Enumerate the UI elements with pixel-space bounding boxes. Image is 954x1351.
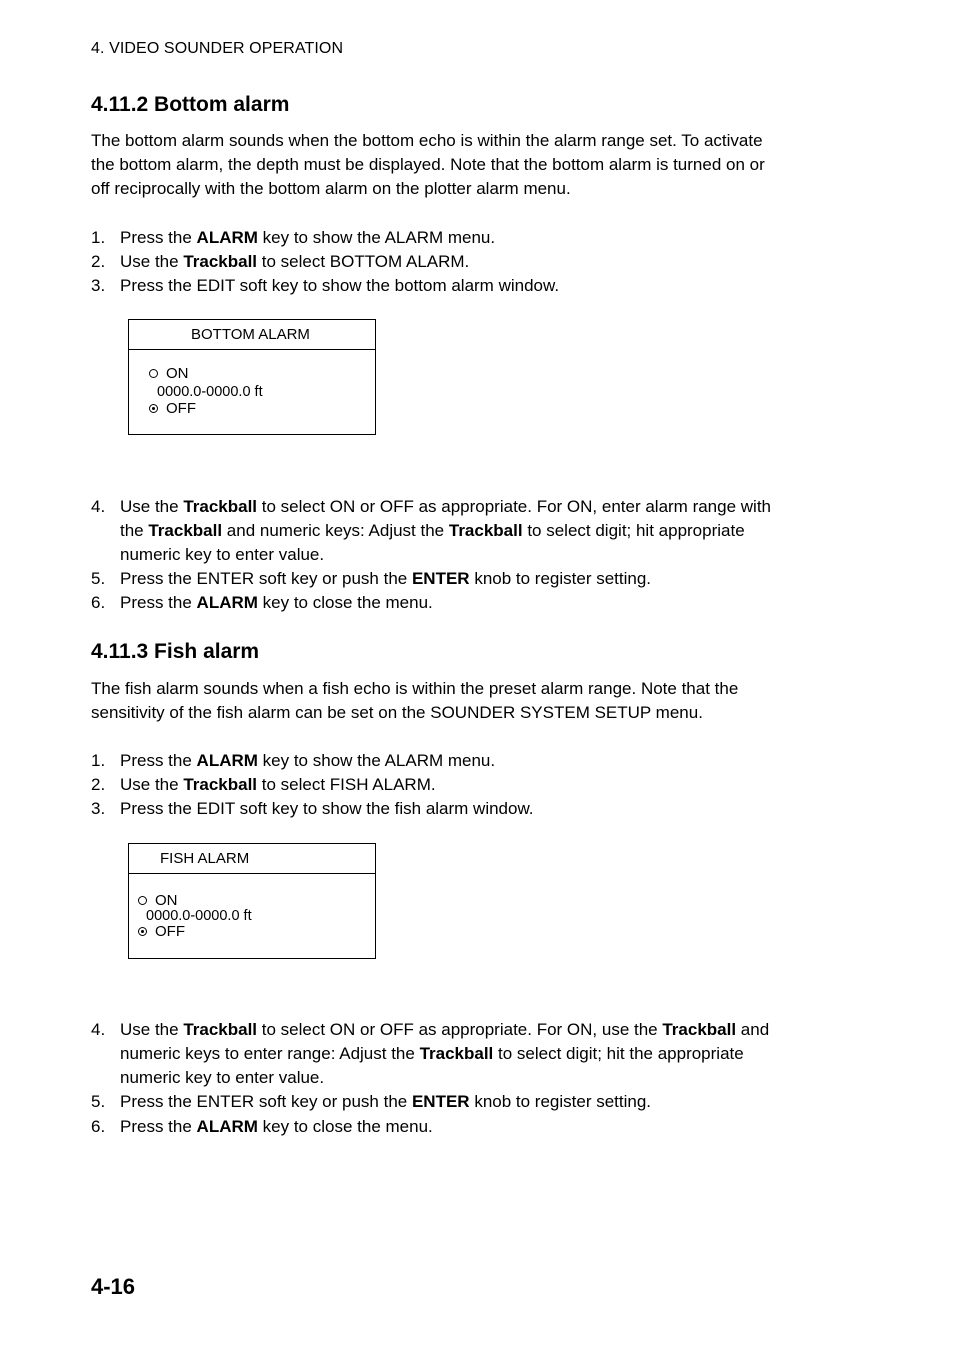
option-off[interactable]: OFF <box>138 923 185 940</box>
alarm-range-value[interactable]: 0000.0-0000.0 ft <box>157 384 263 400</box>
running-header: 4. VIDEO SOUNDER OPERATION <box>91 40 344 57</box>
intro-line: The bottom alarm sounds when the bottom echo is within the alarm range set. To activate <box>91 131 763 150</box>
bottom-step-6 <box>91 591 836 615</box>
key-name: Trackball <box>183 775 258 794</box>
step-number: 3. <box>91 276 106 295</box>
step-number: 2. <box>91 252 106 271</box>
step-text: Use the Trackball to select ON or OFF as appropriate. For ON, use the Trackball and numeric keys to enter range: Adjust the Trackball to select digit; hit the appropriate numeric key to enter value. <box>120 1020 770 1087</box>
fish-step-3 <box>91 797 836 821</box>
step-text: Press the ALARM key to show the ALARM menu. <box>120 228 496 247</box>
step-text: Use the Trackball to select FISH ALARM. <box>120 775 436 794</box>
fish-step-6 <box>91 1115 836 1139</box>
key-name: Trackball <box>183 1020 258 1039</box>
key-name: Trackball <box>662 1020 737 1039</box>
bottom-step-4 <box>91 495 836 567</box>
bottom-alarm-window <box>128 319 376 435</box>
key-name: Trackball <box>448 521 523 540</box>
key-name: Trackball <box>419 1044 494 1063</box>
key-name: ALARM <box>196 751 258 770</box>
step-number: 5. <box>91 569 106 588</box>
key-name: ALARM <box>196 1117 258 1136</box>
step-text: Press the ENTER soft key or push the ENTER knob to register setting. <box>120 569 652 588</box>
step-text: Press the EDIT soft key to show the fish alarm window. <box>120 799 534 818</box>
bottom-step-1 <box>91 226 836 250</box>
window-title: FISH ALARM <box>129 844 375 874</box>
step-number: 6. <box>91 1117 106 1136</box>
step-number: 4. <box>91 1020 106 1039</box>
step-text: Press the ALARM key to close the menu. <box>120 1117 433 1136</box>
step-text: Press the ALARM key to show the ALARM menu. <box>120 751 496 770</box>
section-heading-bottom-alarm: 4.11.2 Bottom alarm <box>91 93 290 116</box>
intro-line: The fish alarm sounds when a fish echo is within the preset alarm range. Note that the <box>91 679 739 698</box>
step-number: 4. <box>91 497 106 516</box>
key-name: Trackball <box>148 521 223 540</box>
option-on[interactable]: ON <box>138 892 178 909</box>
fish-step-5 <box>91 1090 836 1114</box>
intro-line: off reciprocally with the bottom alarm on the plotter alarm menu. <box>91 179 571 198</box>
step-number: 1. <box>91 228 106 247</box>
bottom-step-5 <box>91 567 836 591</box>
option-off[interactable]: OFF <box>149 400 196 417</box>
fish-step-4 <box>91 1018 836 1090</box>
fish-step-2 <box>91 773 836 797</box>
alarm-range-value[interactable]: 0000.0-0000.0 ft <box>146 908 252 924</box>
step-number: 5. <box>91 1092 106 1111</box>
bottom-alarm-intro <box>91 129 836 201</box>
option-on[interactable]: ON <box>149 365 189 382</box>
step-text: Press the EDIT soft key to show the bottom alarm window. <box>120 276 560 295</box>
step-text: Press the ENTER soft key or push the ENTER knob to register setting. <box>120 1092 652 1111</box>
step-text: Use the Trackball to select ON or OFF as appropriate. For ON, enter alarm range with the Trackball and numeric keys: Adjust the Trackball to select digit; hit appropriate numeric key to enter value. <box>120 497 771 564</box>
radio-unselected-icon <box>149 369 158 378</box>
step-number: 1. <box>91 751 106 770</box>
step-number: 2. <box>91 775 106 794</box>
bottom-step-3 <box>91 274 836 298</box>
intro-line: the bottom alarm, the depth must be displayed. Note that the bottom alarm is turned on or <box>91 155 765 174</box>
radio-selected-icon <box>149 404 158 413</box>
step-number: 6. <box>91 593 106 612</box>
key-name: ENTER <box>411 569 470 588</box>
page-number: 4-16 <box>91 1274 136 1299</box>
intro-line: sensitivity of the fish alarm can be set on the SOUNDER SYSTEM SETUP menu. <box>91 703 703 722</box>
radio-unselected-icon <box>138 896 147 905</box>
bottom-step-2 <box>91 250 836 274</box>
window-title: BOTTOM ALARM <box>129 320 375 350</box>
key-name: ALARM <box>196 228 258 247</box>
fish-alarm-window <box>128 843 376 959</box>
fish-alarm-intro <box>91 677 836 725</box>
key-name: Trackball <box>183 497 258 516</box>
step-text: Press the ALARM key to close the menu. <box>120 593 433 612</box>
radio-selected-icon <box>138 927 147 936</box>
fish-step-1 <box>91 749 836 773</box>
step-number: 3. <box>91 799 106 818</box>
key-name: Trackball <box>183 252 258 271</box>
key-name: ALARM <box>196 593 258 612</box>
section-heading-fish-alarm: 4.11.3 Fish alarm <box>91 640 260 663</box>
step-text: Use the Trackball to select BOTTOM ALARM. <box>120 252 470 271</box>
key-name: ENTER <box>411 1092 470 1111</box>
